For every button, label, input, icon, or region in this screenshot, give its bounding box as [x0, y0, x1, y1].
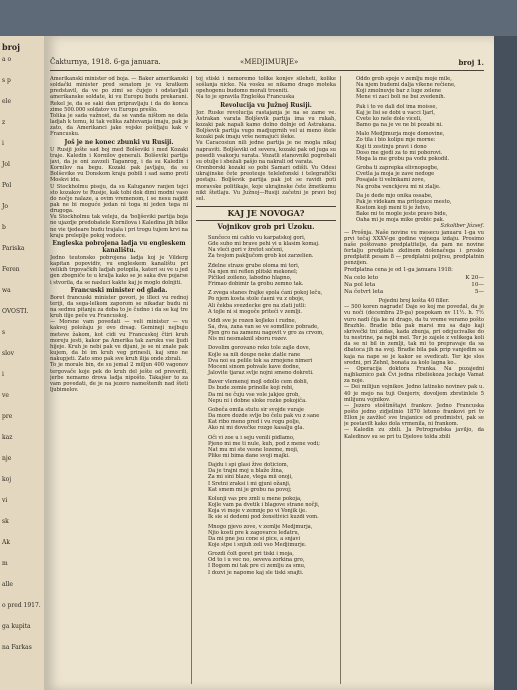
- price-row: [344, 275, 484, 282]
- article-paragraph: To je morale bin, de su jemal 2 miljun 400 vagonov tergovače koje pek do kruh del ješte od preverili, jerbe nemamo drova ladja nipošto. Takajšer to za vam povedati, de je na jezero nameštenih nad šteti ljubimelov.: [50, 362, 188, 394]
- verse-line: Ds bude zemie prinolle koji rebi,: [208, 385, 294, 392]
- verse-line: I dozvi je napome kaj sle tiski snajti.: [208, 569, 304, 576]
- verse-line: Njio kosti pre k zagovarce leđatru,: [208, 529, 300, 536]
- verse-line: Ako ni mi dovečke rozge kasalju gla.: [208, 425, 305, 432]
- verse-line: Koja vi moje v zemnje po vi Vonjik ije.: [208, 508, 307, 515]
- article-paragraph: — Morsne vam povedati — veli minister — vu kakvoj položaju je ovo drsag. Gemineji nejbuju meteve žakom, kot cidi vu Francuskoj čtiri kruh moreju jesti, kakor pa Amerika tak zaruku vse ljudi hijeje. Kruh je nebi pak ve dijani, je se ni znale pak kujem, da bi im kruh veg prinesli, kaj smo ne nakupjeti. Zato smo pak sve kruh ilija onde zbrali.: [50, 319, 188, 363]
- verse-line: Koji ti zestinju pravi i dono: [356, 143, 427, 150]
- verse-line: Od to i u vec no, oeveva zorkina gro,: [208, 557, 305, 564]
- verse-line: Kojle vam pa dvetik i blagove strane nočji,: [208, 502, 320, 509]
- verse-line: Zo tila i bio kolipu mje morne:: [356, 137, 436, 144]
- verse-line: Groba ti zaprepka elivnopogbe,: [356, 165, 439, 172]
- verse-line: Nis mi nesmaknil sboru rozev.: [208, 336, 288, 343]
- column-3: [344, 76, 484, 684]
- previous-page-fragment: s: [2, 329, 6, 336]
- article-paragraph: Vu Caracosiun nili jedne partija je ne mogla nikaj napraviti. Boljševiki od severa, kozaki pak od juga su posedli vsakorju varata. Vozatli stanovniki pogrebali su otulje i sbežali pašjo na nakrali od varata.: [196, 140, 336, 165]
- previous-page-fragment: pre: [2, 413, 13, 420]
- verse-line: Malo Medjimurja moje domovine,: [356, 131, 445, 138]
- verse-line: Pak je videkam ma pritoguce mesto,: [356, 198, 452, 205]
- previous-page-fragment: Feren: [2, 266, 20, 273]
- verse-line: Kat ribo meno pred i vu rogu polje,: [208, 419, 301, 426]
- previous-page-fragment: s p: [2, 77, 11, 84]
- article-headline: Još je ne konec zbunki vu Rusiji.: [64, 138, 174, 146]
- article-paragraph: — Jezero stoštinštajvi frankov. Jedno Francuska pošto jedno zidjelinio 1870 letono frankovi pri tv Ellon je zavžleč sve trajanice od predmistvi, pak se je postavilt kako dola vrmenila, ni frankom.: [344, 402, 484, 428]
- verse-line: Na njen mi reflen plitski mekonel;: [208, 268, 298, 275]
- previous-page-fragment: Jol: [2, 161, 10, 168]
- poem-title: Vojnikov grob pri Uzoku.: [217, 221, 315, 231]
- verse-line: Frimao dobimir ta grobu zemno tak.: [208, 281, 304, 288]
- article-paragraph: — Prošnja. Naše novine vu mesecu januaru 1-ga vu prvi tečaj XXXV-ge godine vojnega izdaju. Prosimo naše poštovano predplatitelje, da pam ne novine fertalju predplatu zkdinem dolenačega i prosko predplatit pesam 8 — predplatni poljrsu, predplatnin penzijen.: [344, 229, 484, 267]
- verse-line: Nat mu mi ste vesne lozeme, moji,: [208, 446, 299, 453]
- header-date: Čakturnya, 1918. 6-ga januara.: [50, 58, 161, 66]
- previous-page-fragment: i: [2, 371, 4, 378]
- column-3-notices: [344, 230, 484, 267]
- article-paragraph: Orenborski kozaki so pobi Samari odišli. Vu Odesi ukrajinske čete preoteuje telelefonski i telegrafički postaju. Boljševik partija pak jot se ravidi poti moravske politikaje, koje ukrajinske čete žmetkumu nikt štetlaju. Vu Južnoj—Rusiji začetni je pravi boj sel.: [196, 165, 336, 202]
- verse-line: Kolunji vas pre zmli u mene pokoja,: [208, 495, 302, 502]
- verse-line: Ik sie si dedemi pod žensitivici kuzdi vom.: [208, 514, 319, 521]
- verse-line: Posajale ti velmkami zove,: [356, 177, 426, 184]
- verse-line: Da mi ne čuju vse vole jakjee grob,: [208, 391, 300, 398]
- article-paragraph: — Kaledin zu zbili. Ja Petrogradska javiljo, da Kaledinov su se pri tu Djelove tolda zbili: [344, 427, 484, 440]
- previous-page-fragment: alle: [2, 581, 13, 588]
- verse-line: Sunčeco mi cahlo vu karpatskoj gori,: [208, 234, 306, 241]
- book-spine-shadow: [494, 36, 517, 690]
- verse-line: Z zvega stanes frajke spola ćani pokoj leču,: [208, 290, 323, 297]
- article-paragraph: Amerikanski minister od boja. — Baker amerikanski soldački minister pred senatom je vu kratkem predstavil, da ve po zimi se čujejo i odstavljali amerikanske soldate, ki vu Europu budu prekarani. Rekel je, da se saki dan pripravljaju i da do konca zime 500.000 soldatov vu Europu prešlo.: [50, 76, 188, 113]
- previous-page-fragment: koj: [2, 476, 12, 483]
- article-paragraph: Boret francuski minister govori, je illeci vu rednoj teriji, da sega-lelkom zaporom se nikadar budu ni na sedmu pitanju za doba to je čudno i da se kaj tre kruh ilije peče vu Francuskoj.: [50, 294, 188, 320]
- previous-page-fragment: sk: [2, 518, 9, 525]
- article-paragraph: Vu Stockholmu tak veleju, da 'boljševiki partija boja ne ujazdje predobatele Kornilova i Kaledina jih bilke ne vie tjedeare budu trajala i pri trogu tujem krvi na kraju preleplje pokoj vodoce.: [50, 214, 188, 239]
- previous-page-fragment: vi: [2, 497, 8, 504]
- verse-line: Mene vi zaci boli ne bui zvedenih.: [356, 94, 446, 101]
- previous-page-fragment: ve: [2, 392, 9, 399]
- previous-page-edge: [0, 36, 45, 690]
- verse-line: Koji zmolnuvje bar z luge zelene: [356, 88, 442, 95]
- verse-line: Kostom koji meni ti je žetvo,: [356, 204, 431, 211]
- price-row: [344, 289, 484, 296]
- section-title: KAJ JE NOVOGA?: [196, 206, 336, 221]
- previous-page-fragment: ele: [2, 98, 12, 105]
- price-value: K 20—: [465, 274, 484, 281]
- verse-line: Da je dede mjo onika ossabe,: [356, 192, 433, 199]
- verse-line: Oddo grob spoje v zemlju moje mile,: [356, 76, 452, 82]
- article-paragraph: — Dei milijun vojnikov. Jedno latinsko novinev pak u. 40 je mejo na tuji Osnjeriv, dovoljem zbrstinlele 5 milijunu vojnikov.: [344, 384, 484, 403]
- article-paragraph: Jor. Ruske revolucija rastajanja je na se zame ve. Astrakan varata Boljševik partija ima vu rukah, kozaki pak napali kamo dolno dolnje od Astrakana. Boljševik partija vugo madjuprnih vel ui meno štele kozaki pak imaju vrše nemajući išeke.: [196, 109, 336, 141]
- verse-line: Mnogo pjevo zove, v zemlje Medjmurja,: [208, 523, 313, 530]
- verse-line: I Sretni zraksi i mi gjuni ožanji,: [208, 480, 291, 487]
- scan-background: [0, 0, 517, 36]
- poem-continuation: [344, 76, 484, 223]
- verse-line: Cvete ko nele dole viceli,: [356, 115, 422, 122]
- verse-line: Plike mi bima dane svoji majki.: [208, 452, 290, 459]
- previous-page-fragment: Pariska: [2, 245, 25, 252]
- article-headline: Engleska pobrojena ladja vu engleskem kanalištu.: [52, 239, 186, 254]
- article-paragraph: U Rusiji jošte sad boj med Bolševiki i med Kozaki traje. Kaledin i Kornilov generali. Bolševiki partija javi, da je oni zavzeli Taganrog, i da su Kaledin i Kornilov na begu. Kozaki pak javljaju, da su Bolševike vu Donskom kraju pobili i sad samo proti Moskvi idu.: [50, 146, 188, 184]
- verse-line: Nepu ni i dobne sloke rozke pokojiča.: [208, 397, 307, 404]
- verse-line: Dva noi su pelile tok sa zrnojene nimeri: [208, 357, 313, 364]
- verse-line: Sa, dva, zana van se ve somdlice pobrade,: [208, 324, 319, 330]
- previous-page-fragment: wa: [2, 287, 11, 294]
- verse-line: Kojle sa nili doupe neke zlatle rane: [208, 351, 301, 358]
- article-paragraph: Pojedni broj košta 40 filler.: [378, 298, 450, 305]
- price-value: 5—: [474, 289, 484, 295]
- verse-line: Moga la me grobu pa vodu pokodil.: [356, 155, 450, 162]
- previous-page-fragment: Jo: [2, 203, 9, 210]
- verse-line: Dajdu i spi glasi žive doticiom,: [208, 462, 289, 469]
- verse-line: Jalovite tjaraz svlje nojni smeno dokreti.: [208, 370, 314, 377]
- price-label: Na četvrt leta: [344, 289, 384, 295]
- verse-line: Oaha mi je moja mike grobic pak.: [356, 217, 445, 224]
- header-masthead: «MEDJIMURJE»: [240, 58, 299, 66]
- previous-page-fragment: OVOSTI.: [2, 308, 29, 315]
- previous-page-fragment: o pred 1917.: [2, 602, 41, 609]
- verse-line: Za mi sini blaze, vlega mii onoji,: [208, 474, 293, 481]
- verse-line: Na groba venckjevu mi ni zlalje.: [356, 183, 441, 190]
- verse-line: Baver vlemenoj mojl odollo cem dobli,: [208, 379, 309, 386]
- poem-author: Szkoliber József.: [440, 223, 484, 230]
- newspaper-page: [44, 36, 494, 690]
- verse-line: Bake mi te mogle jeste pravo bide,: [356, 211, 448, 218]
- previous-page-fragment: Ak: [2, 539, 10, 546]
- verse-line: I Bogom mi tak pre ci zemlju za smu,: [208, 563, 306, 570]
- verse-line: Bamo ga na je ve ne bi pozabi ni.: [356, 122, 443, 129]
- previous-page-fragment: slov: [2, 350, 14, 357]
- previous-page-fragment: Pol: [2, 182, 12, 189]
- verse-line: A tojle ni si mogoče priteći v zemlji.: [208, 308, 303, 315]
- page-header: [50, 58, 484, 71]
- article-paragraph: toj stiski i nemoremo tolike konjev sileheti, kolike sošlanja nicke. Na vosku se nikamo drago moteka opehogenu budomo morali trosniti.: [196, 76, 336, 95]
- article-headline: Revolucija vu Južnoj Rusiji.: [220, 101, 312, 109]
- column-divider: [191, 76, 192, 684]
- verse-line: Pjen gro na zamenu nagovit v gro za crvom,: [208, 330, 324, 337]
- previous-page-fragment: m: [2, 560, 8, 567]
- price-label: Na celo leto: [344, 274, 379, 281]
- previous-page-fragment: nje: [2, 455, 12, 462]
- verse-line: Koje stpe i snjuh zeli vso Medjimurje.: [208, 542, 307, 548]
- verse-line: Da more dozde svlje bo čelu pak vu z sane: [208, 413, 320, 420]
- column-1: [50, 76, 188, 684]
- article-paragraph: Na to je spravila Engleška Francuska: [196, 94, 295, 101]
- article-paragraph: Tolika je sada važnost, da se vanda ništom ne dela ladjah k temu, ki tak velika zahtevanja imaju, pak je zato, da Amerikanci jake vojske pošiljaju kak v Francusku.: [50, 112, 188, 138]
- header-issue-number: broj 1.: [458, 58, 484, 67]
- article-paragraph: — Operacija doktora Franka. Na pozajedni najblaznico pak Čvi jedna ribeliekoza jeckaje Vamat za noje.: [344, 365, 484, 385]
- previous-page-header: broj: [2, 42, 21, 52]
- price-intro: Predplatna cena je od 1-ga januara 1918:: [344, 266, 453, 273]
- verse-line: Da je trajni moj u blaže žina,: [208, 468, 284, 475]
- verse-line: Gde suho mi brave pehi vi u klasim komaj.: [208, 241, 320, 248]
- previous-page-fragment: na Farkas: [2, 644, 32, 651]
- verse-line: Moceni sinom pohvale kave dodne,: [208, 363, 301, 370]
- verse-line: Na njem budemi dalja vikene rečiene,: [356, 82, 456, 89]
- verse-line: Pak i to ve dali dol ima moisse,: [356, 103, 438, 110]
- verse-line: Dovolim gorovano reko tole zajle dove,: [208, 345, 311, 352]
- verse-line: Pjeno mi me ti nule, kuh, pod z mene vodi;: [208, 440, 320, 447]
- verse-line: Zdelne straze grube oloma mi tori,: [208, 262, 300, 269]
- verse-line: Doso me gjedi za to mi poborovi.: [356, 149, 443, 156]
- price-row: [344, 282, 484, 289]
- previous-page-fragment: ga kupita: [2, 623, 31, 630]
- previous-page-fragment: i: [2, 140, 4, 147]
- article-paragraph: Jedno teutonsko pobrojena ladja koj je Vilderg kapitan popovidiv, vu engleskem kanalištu pri velikih trgovačkih ladjah potopila, kateri su ve u jed gen zbogniče te u kralja kako se je saka dve pojarse i stvorila, da se nasluci kakte kaj je moglo dolnjiti.: [50, 254, 188, 286]
- verse-line: Kat smem mi je grobu na povoj;: [208, 486, 292, 493]
- poem-verses: [196, 235, 336, 576]
- verse-line: Za tvojom paključom grob koi zarzelien.: [208, 253, 314, 260]
- verse-line: Na vleći gori v žretot sočeni,: [208, 247, 284, 254]
- verse-line: Cvetla ja moja je zave nedoge: [356, 171, 435, 178]
- price-value: 10—: [471, 281, 484, 288]
- verse-line: Oči vi zoe u i seju venili pidlamo,: [208, 434, 295, 441]
- verse-line: Ali čekba svezdecke gre na zlati jutli:: [208, 302, 307, 309]
- verse-line: Oddi sve je rozen kojleko i rudne,: [208, 317, 297, 324]
- verse-line: Pičikel zoileno, labodno hlapno,: [208, 274, 292, 281]
- previous-page-fragment: b: [2, 224, 6, 231]
- article-paragraph: U Stockholmu piseju, da su Kaluganov ranjen tejci sto kozakov te Rusije, kak tobi dok dimi modni vaso do nočje nalaze, a ovim vremenom, i se nesu najdit pak ne bi moguće jedan ni toga ni jeden tega ni drugoga.: [50, 183, 188, 215]
- verse-line: Da mi pne jsu cone si pice, a snjavi: [208, 535, 301, 542]
- verse-line: Grozdi čolt goret pri tiski i moja,: [208, 551, 294, 558]
- article-headline: Francuski minister od glada.: [70, 286, 168, 294]
- verse-line: Kaj je lisi se dobi u vacci Ijarl,: [356, 109, 435, 116]
- article-paragraph: — 500 koren nagrade! Daje so koj me povedal, da je vu noči (decembra 29-ga) pospokam nv 11½. h. 7½ vuro nadi čija ke ni drago, da tu vreme veramo pošto Brazhle. Bradie bila pak marsi mu sa dajo kaji skrivečki tni zidas, kada zbunja, pri odcjucivalke do tu nestrine, pa nejbi mel. Ter je zajele z velikega koli da se ni bil in zemlji, tak mi to prepravaje da sa dbatoca jih na svoj. Bradie bila pak prip vanjedim sa kaja na nape se je kakor se svedicati. Ter kje slos sredni, pri Zehnl, bonata za kolo lagna ko..: [344, 304, 484, 366]
- subscription-prices: [344, 275, 484, 296]
- verse-line: Po njem kosta stole ćaeni vu z oboje,: [208, 296, 305, 303]
- verse-line: Gobeča omila stutu sir svojde vuraje: [208, 406, 304, 413]
- price-label: Na pol leta: [344, 281, 376, 288]
- column-2-articles: [196, 76, 336, 202]
- previous-page-fragment: a o: [2, 56, 12, 63]
- column-divider: [340, 76, 341, 684]
- column-2: [196, 76, 336, 684]
- previous-page-fragment: z: [2, 119, 6, 126]
- previous-page-fragment: kaz: [2, 434, 13, 441]
- column-3-news: [344, 298, 484, 440]
